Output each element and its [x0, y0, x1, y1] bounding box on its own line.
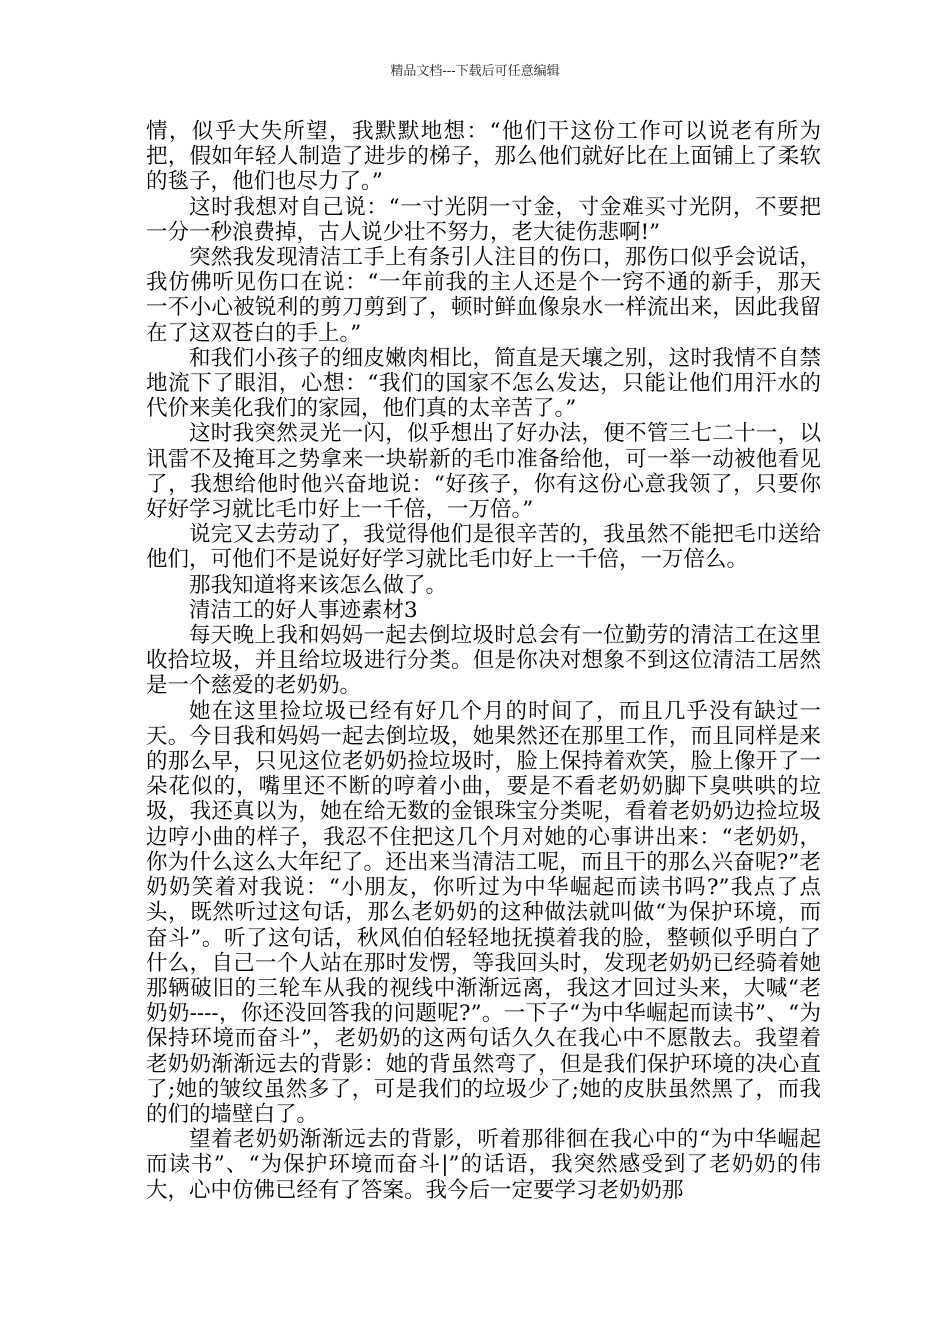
paragraph-3: 突然我发现清洁工手上有条引人注目的伤口，那伤口似乎会说话，我仿佛听见伤口在说：“一年前我的主人还是个一窍不通的新手，那天一不小心被锐利的剪刀剪到了，顿时鲜血像泉水一样流出来，因此我留在了这双苍白的手上。” [146, 245, 821, 346]
section-heading: 清洁工的好人事迹素材3 [189, 597, 418, 623]
paragraph-6: 说完又去劳动了，我觉得他们是很辛苦的，我虽然不能把毛巾送给他们，可他们不是说好好学习就比毛巾好上一千倍，一万倍么。 [146, 522, 821, 573]
paragraph-11: 望着老奶奶渐渐远去的背影，听着那徘徊在我心中的“为中华崛起而读书”、“为保护环境而奋斗|”的话语，我突然感受到了老奶奶的伟大，心中仿佛已经有了答案。我今后一定要学习老奶奶那 [146, 1127, 821, 1203]
paragraph-10: 她在这里捡垃圾已经有好几个月的时间了，而且几乎没有缺过一天。今日我和妈妈一起去倒垃圾，她果然还在那里工作，而且同样是来的那么早，只见这位老奶奶捡垃圾时，脸上保持着欢笑，脸上像开了一朵花似的，嘴里还不断的哼着小曲，要是不看老奶奶脚下臭哄哄的垃圾，我还真以为，她在给无数的金银珠宝分类呢，看着老奶奶边捡垃圾边哼小曲的样子，我忍不住把这几个月对她的心事讲出来：“老奶奶，你为什么这么大年纪了。还出来当清洁工呢，而且干的那么兴奋呢?”老奶奶笑着对我说：“小朋友，你听过为中华崛起而读书吗?”我点了点头，既然听过这句话，那么老奶奶的这种做法就叫做“为保护环境，而奋斗”。听了这句话，秋风伯伯轻轻地抚摸着我的脸，整顿似乎明白了什么，自己一个人站在那时发愣，等我回头时，发现老奶奶已经骑着她那辆破旧的三轮车从我的视线中渐渐远离，我这才回过头来，大喊“老奶奶----，你还没回答我的问题呢?”。一下子“为中华崛起而读书”、“为保持环境而奋斗”，老奶奶的这两句话久久在我心中不愿散去。我望着老奶奶渐渐远去的背影：她的背虽然弯了，但是我们保护环境的决心直了;她的皱纹虽然多了，可是我们的垃圾少了;她的皮肤虽然黑了，而我的们的墙壁白了。 [146, 698, 821, 1127]
paragraph-9: 每天晚上我和妈妈一起去倒垃圾时总会有一位勤劳的清洁工在这里收拾垃圾，并且给垃圾进行分类。但是你决对想象不到这位清洁工居然是一个慈爱的老奶奶。 [146, 623, 821, 699]
paragraph-7: 那我知道将来该怎么做了。 [189, 572, 448, 598]
paragraph-1: 情，似乎大失所望，我默默地想：“他们干这份工作可以说老有所为把，假如年轻人制造了进步的梯子，那么他们就好比在上面铺上了柔软的毯子，他们也尽力了。” [146, 119, 821, 195]
document-body [146, 119, 821, 1203]
paragraph-4: 和我们小孩子的细皮嫩肉相比，简直是天壤之别，这时我情不自禁地流下了眼泪，心想：“我们的国家不怎么发达，只能让他们用汗水的代价来美化我们的家园，他们真的太辛苦了。” [146, 345, 821, 422]
page-header: 精品文档---下载后可任意编辑 [390, 64, 560, 79]
paragraph-5: 这时我突然灵光一闪，似乎想出了好办法，便不管三七二十一，以讯雷不及掩耳之势拿来一块崭新的毛巾准备给他，可一举一动被他看见了，我想给他时他兴奋地说：“好孩子，你有这份心意我领了，只要你好好学习就比毛巾好上一千倍，一万倍。” [146, 421, 821, 523]
paragraph-2: 这时我想对自己说：“一寸光阴一寸金，寸金难买寸光阴，不要把一分一秒浪费掉，古人说少壮不努力，老大徒伤悲啊!” [146, 194, 821, 245]
